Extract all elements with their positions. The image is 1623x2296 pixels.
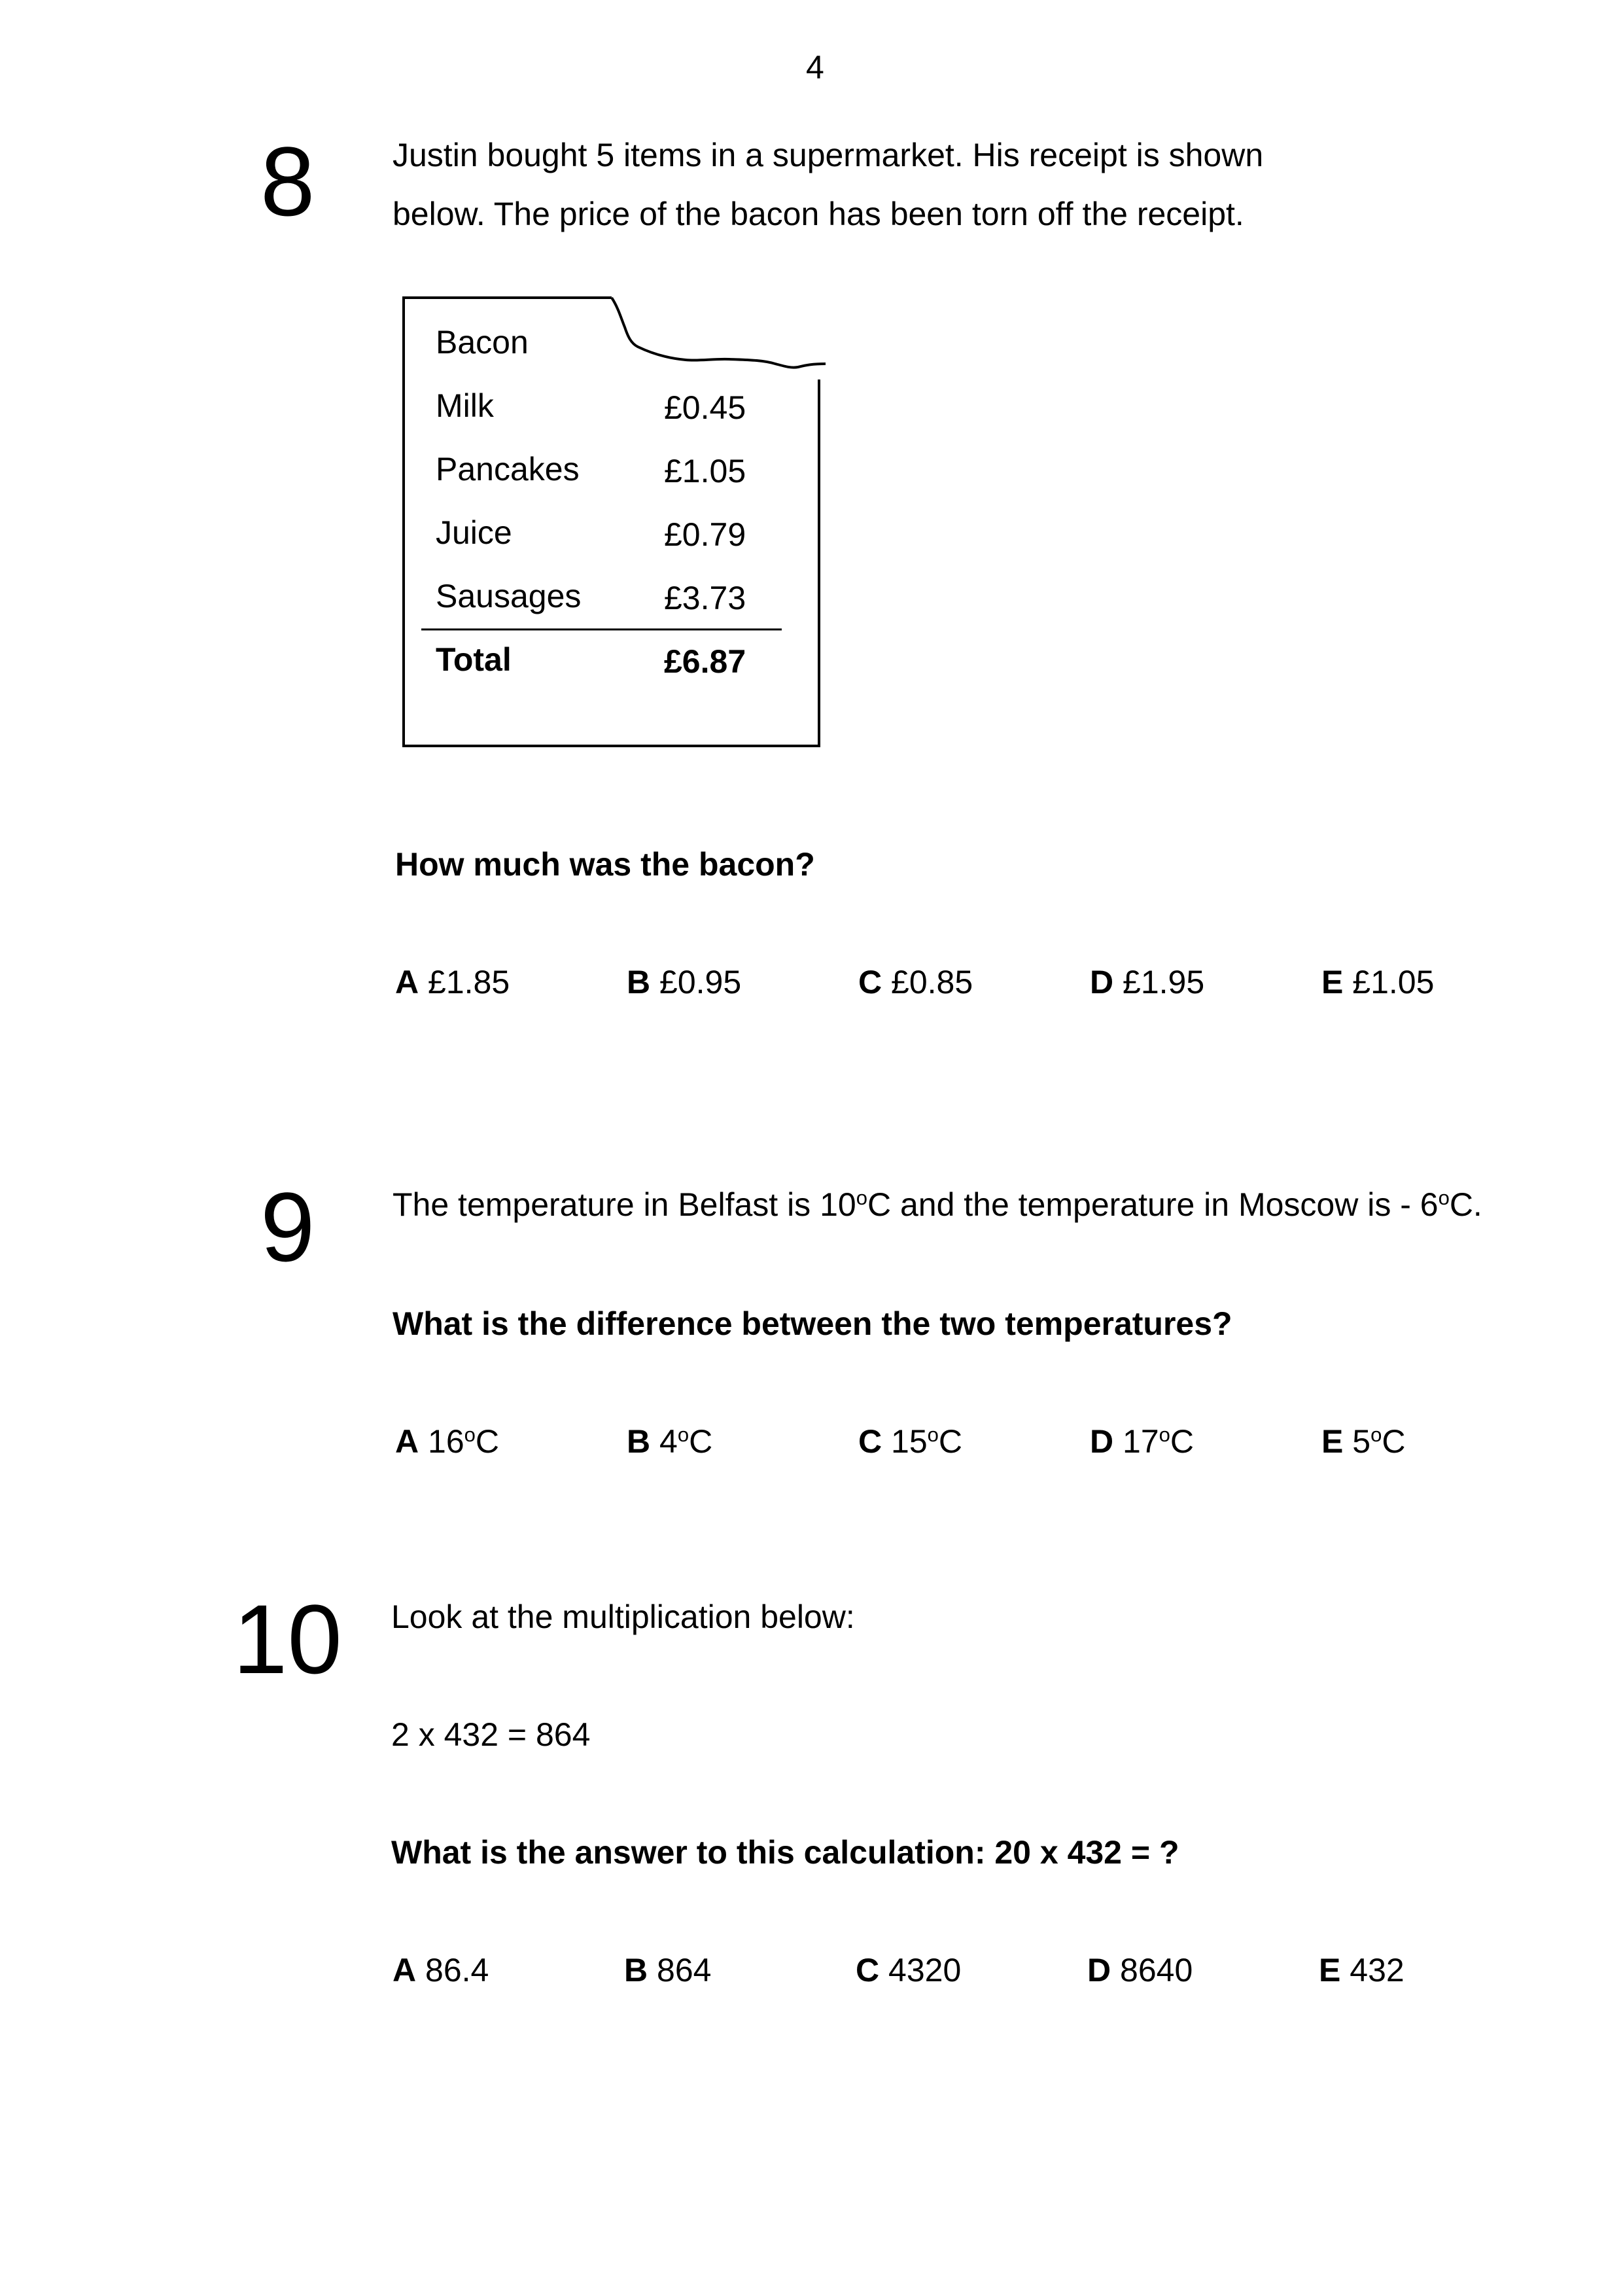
- receipt-item-name: Bacon: [436, 324, 529, 361]
- q8-option-c[interactable]: C £0.85: [858, 964, 973, 1000]
- receipt-item-price: £3.73: [664, 580, 746, 616]
- receipt-item-name: Milk: [436, 387, 494, 424]
- q10-example: 2 x 432 = 864: [391, 1716, 591, 1753]
- q9-question: What is the difference between the two temperatures?: [393, 1305, 1232, 1342]
- receipt-item-price: £0.79: [664, 516, 746, 553]
- question-number-9: 9: [260, 1172, 315, 1282]
- page-number: 4: [806, 49, 824, 86]
- torn-edge: [612, 298, 826, 368]
- q10-option-b[interactable]: B 864: [624, 1952, 712, 1988]
- question-number-8: 8: [260, 126, 315, 236]
- q9-option-a[interactable]: A 16$^o$C: [395, 1422, 499, 1460]
- q9-option-e[interactable]: E 5$^o$C: [1321, 1422, 1406, 1460]
- q10-intro: Look at the multiplication below:: [391, 1598, 855, 1635]
- receipt-item-price: £1.05: [664, 453, 746, 489]
- receipt-total-value: £6.87: [664, 643, 746, 680]
- q8-option-a[interactable]: A £1.85: [395, 964, 510, 1000]
- q10-option-c[interactable]: C 4320: [856, 1952, 962, 1988]
- q10-option-d[interactable]: D 8640: [1087, 1952, 1193, 1988]
- q8-option-e[interactable]: E £1.05: [1321, 964, 1435, 1000]
- q10-option-a[interactable]: A 86.4: [393, 1952, 489, 1988]
- q10-option-e[interactable]: E 432: [1319, 1952, 1405, 1988]
- q8-question: How much was the bacon?: [395, 846, 815, 883]
- receipt-item-price: £0.45: [664, 389, 746, 426]
- q8-option-d[interactable]: D £1.95: [1090, 964, 1205, 1000]
- q8-option-b[interactable]: B £0.95: [627, 964, 742, 1000]
- q9-option-b[interactable]: B 4$^o$C: [627, 1422, 713, 1460]
- receipt-item-name: Pancakes: [436, 451, 580, 487]
- q9-option-c[interactable]: C 15$^o$C: [858, 1422, 962, 1460]
- receipt-item-name: Juice: [436, 514, 512, 551]
- question-number-10: 10: [233, 1584, 342, 1694]
- q10-question: What is the answer to this calculation: 20 x 432 = ?: [391, 1834, 1179, 1871]
- q8-statement-line-2: below. The price of the bacon has been torn off the receipt.: [393, 196, 1244, 232]
- q9-option-d[interactable]: D 17$^o$C: [1090, 1422, 1194, 1460]
- q9-statement: The temperature in Belfast is 10$^o$C and the temperature in Moscow is - 6$^o$C.: [393, 1186, 1482, 1223]
- q8-statement-line-1: Justin bought 5 items in a supermarket. His receipt is shown: [393, 137, 1264, 173]
- receipt-item-name: Sausages: [436, 578, 582, 614]
- receipt-total-label: Total: [436, 641, 512, 678]
